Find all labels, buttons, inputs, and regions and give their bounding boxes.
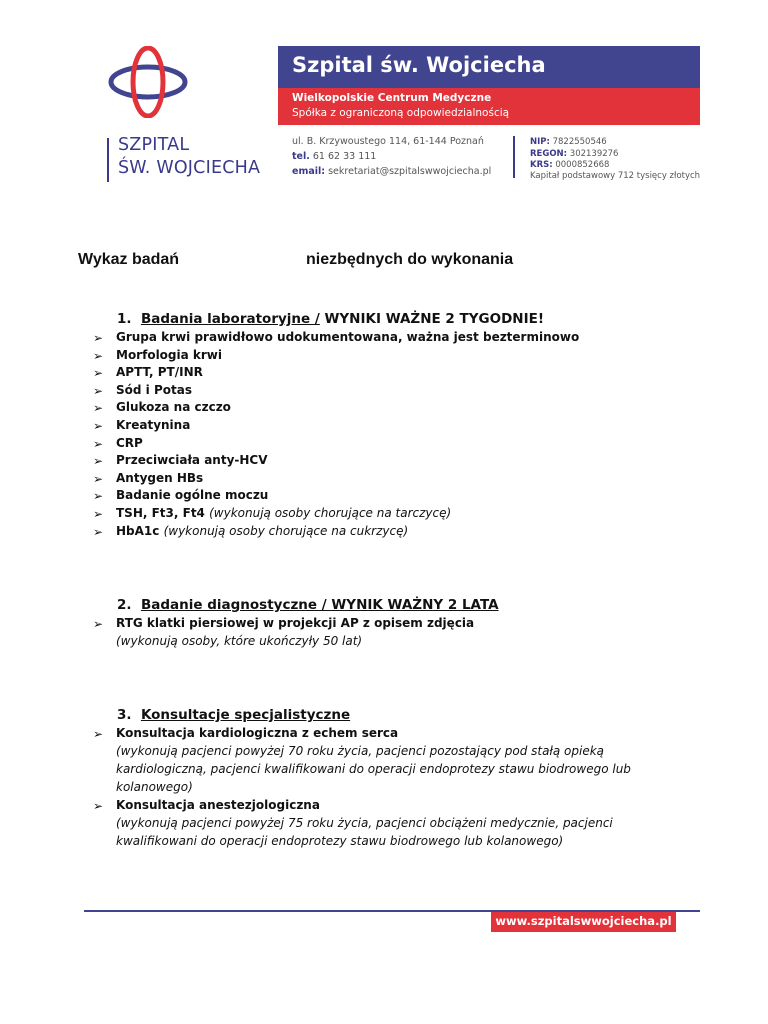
section-1-number: 1. — [117, 311, 132, 327]
list-item — [116, 506, 451, 520]
list-item-text: Antygen HBs — [116, 470, 204, 485]
bullet-arrow-icon: ➢ — [93, 348, 104, 363]
list-item — [116, 400, 231, 414]
list-item-text: Badanie ogólne moczu — [116, 488, 269, 503]
krs — [530, 160, 609, 170]
list-item-note-line: kardiologiczną, pacjenci kwalifikowani do operacji endoprotezy stawu biodrowego lub — [116, 762, 631, 776]
list-item — [116, 365, 203, 379]
list-item-text: Konsultacja kardiologiczna z echem serca — [116, 726, 399, 740]
bullet-arrow-icon: ➢ — [93, 401, 104, 416]
bullet-arrow-icon: ➢ — [93, 436, 104, 451]
list-item — [116, 418, 190, 432]
list-item-text: HbA1c — [116, 523, 160, 538]
hospital-subtitle: Wielkopolskie Centrum Medyczne — [292, 92, 492, 104]
section-3-heading — [117, 707, 350, 723]
list-item-text: Kreatynina — [116, 418, 191, 432]
bullet-arrow-icon: ➢ — [93, 727, 104, 741]
nip-value: 7822550546 — [552, 137, 607, 147]
logo-text-line2: ŚW. WOJCIECHA — [118, 158, 261, 178]
email-label: email: — [292, 166, 326, 177]
list-item-text: APTT, PT/INR — [116, 365, 203, 380]
bullet-arrow-icon: ➢ — [93, 419, 104, 433]
list-item-note: (wykonują osoby chorujące na cukrzycę) — [163, 523, 409, 538]
bullet-arrow-icon: ➢ — [93, 507, 104, 521]
list-item — [116, 524, 408, 538]
phone — [292, 151, 376, 162]
list-item — [116, 726, 398, 740]
list-item-text: Glukoza na czczo — [116, 400, 231, 415]
bullet-arrow-icon: ➢ — [93, 454, 104, 469]
hospital-logo-icon — [108, 46, 188, 118]
phone-label: tel. — [292, 151, 310, 162]
list-item — [116, 471, 203, 485]
hospital-name: Szpital św. Wojciecha — [292, 53, 546, 77]
doc-title-right: niezbędnych do wykonania — [306, 251, 514, 268]
list-item-note: (wykonują osoby chorujące na tarczycę) — [209, 506, 452, 520]
list-item — [116, 348, 222, 362]
email-address[interactable]: sekretariat@szpitalswwojciecha.pl — [328, 166, 492, 177]
regon-value: 302139276 — [569, 149, 619, 159]
list-item-text: Grupa krwi prawidłowo udokumentowana, ważna jest bezterminowo — [116, 330, 580, 344]
section-1-title: Badania laboratoryjne / — [140, 311, 320, 327]
list-item — [116, 330, 579, 344]
section-2-heading — [117, 597, 499, 613]
regon — [530, 149, 618, 159]
krs-value: 0000852668 — [555, 160, 610, 170]
list-item — [116, 383, 192, 397]
list-item — [116, 436, 143, 450]
list-item-note-line: kolanowego) — [116, 780, 193, 794]
bullet-arrow-icon: ➢ — [93, 489, 104, 504]
footer-url[interactable]: www.szpitalswwojciecha.pl — [495, 914, 672, 928]
section-3-title: Konsultacje specjalistyczne — [140, 707, 351, 723]
list-item-text: Sód i Potas — [116, 382, 192, 397]
list-item-note-line: (wykonują pacjenci powyżej 75 roku życia, pacjenci obciążeni medycznie, pacjenci — [116, 816, 613, 830]
list-item — [116, 616, 474, 630]
phone-number: 61 62 33 111 — [312, 151, 377, 162]
list-item — [116, 798, 320, 812]
nip — [530, 137, 607, 147]
nip-label: NIP: — [530, 137, 550, 147]
doc-title-left: Wykaz badań — [78, 251, 180, 268]
company-type: Spółka z ograniczoną odpowiedzialnością — [292, 107, 510, 119]
list-item-text: Morfologia krwi — [116, 347, 223, 362]
list-item-text: Konsultacja anestezjologiczna — [116, 798, 320, 812]
list-item — [116, 488, 268, 502]
section-2-title: Badanie diagnostyczne / WYNIK WAŻNY 2 LATA — [140, 597, 499, 613]
bullet-arrow-icon: ➢ — [93, 471, 104, 486]
section-1-heading — [117, 311, 544, 327]
list-item-text: RTG klatki piersiowej w projekcji AP z opisem zdjęcia — [116, 616, 475, 630]
bullet-arrow-icon: ➢ — [93, 617, 104, 631]
logo-divider — [107, 138, 109, 182]
list-item-note-line: (wykonują pacjenci powyżej 70 roku życia, pacjenci pozostający pod stałą opieką — [116, 744, 605, 758]
list-item-note-line: (wykonują osoby, które ukończyły 50 lat) — [116, 634, 363, 648]
bullet-arrow-icon: ➢ — [93, 366, 104, 381]
logo-text-line1: SZPITAL — [118, 135, 190, 155]
list-item-note-line: kwalifikowani do operacji endoprotezy stawu biodrowego lub kolanowego) — [116, 834, 564, 848]
list-item-text: CRP — [116, 435, 143, 450]
capital: Kapitał podstawowy 712 tysięcy złotych — [530, 171, 701, 181]
email — [292, 166, 491, 177]
list-item — [116, 453, 268, 467]
bullet-arrow-icon: ➢ — [93, 383, 104, 398]
list-item-text: TSH, Ft3, Ft4 — [116, 506, 205, 520]
contact-divider — [513, 136, 515, 178]
section-1-validity: WYNIKI WAŻNE 2 TYGODNIE! — [324, 311, 544, 327]
bullet-arrow-icon: ➢ — [93, 524, 104, 539]
krs-label: KRS: — [530, 160, 553, 170]
section-3-number: 3. — [117, 707, 132, 723]
regon-label: REGON: — [530, 149, 568, 159]
section-2-number: 2. — [117, 597, 132, 613]
address: ul. B. Krzywoustego 114, 61-144 Poznań — [292, 136, 484, 147]
bullet-arrow-icon: ➢ — [93, 799, 104, 813]
bullet-arrow-icon: ➢ — [93, 331, 104, 345]
list-item-text: Przeciwciała anty-HCV — [116, 453, 268, 468]
